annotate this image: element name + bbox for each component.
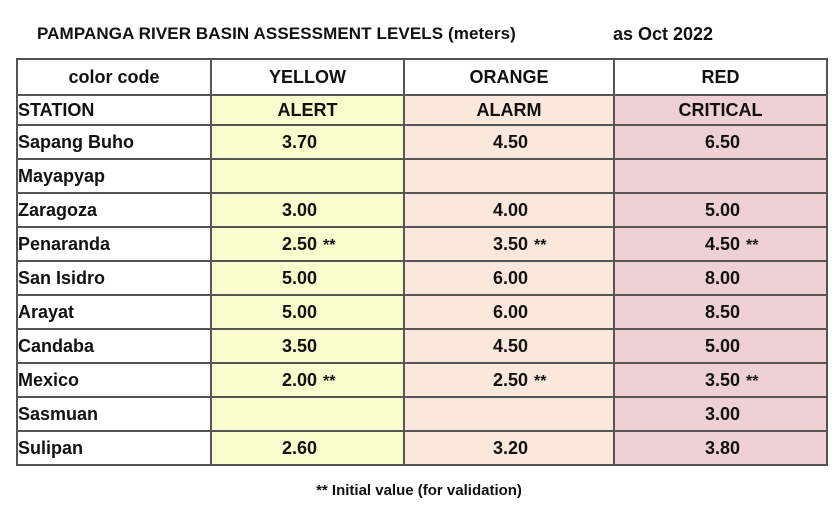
alert-value: 2.00 (282, 369, 318, 390)
station-name: Candaba (17, 329, 211, 363)
critical-level-cell (614, 227, 827, 261)
header-color-yellow: YELLOW (211, 59, 404, 95)
footnote: ** Initial value (for validation) (316, 482, 522, 499)
station-name: Penaranda (17, 227, 211, 261)
alert-value: 3.00 (282, 199, 318, 220)
station-name: Sasmuan (17, 397, 211, 431)
alarm-level-cell (404, 397, 614, 431)
table-row (17, 329, 827, 363)
station-name: Arayat (17, 295, 211, 329)
critical-level-cell (614, 295, 827, 329)
alarm-value: 6.00 (493, 267, 529, 288)
alarm-level-cell (404, 193, 614, 227)
critical-initial-value-marker: ** (746, 236, 759, 254)
critical-level-cell (614, 363, 827, 397)
alert-value: 3.70 (282, 131, 318, 152)
alarm-value: 2.50 (493, 369, 529, 390)
alert-level-cell (211, 159, 404, 193)
level-header-row (17, 95, 827, 125)
alarm-level-cell (404, 363, 614, 397)
alarm-value: 4.50 (493, 131, 529, 152)
table-row (17, 193, 827, 227)
table-row (17, 159, 827, 193)
alarm-value: 3.20 (493, 437, 529, 458)
alarm-value: 4.50 (493, 335, 529, 356)
critical-value: 5.00 (705, 335, 741, 356)
alert-value: 5.00 (282, 301, 318, 322)
alert-value: 2.60 (282, 437, 318, 458)
alert-level-cell (211, 227, 404, 261)
alert-value: 2.50 (282, 233, 318, 254)
alarm-level-cell (404, 227, 614, 261)
alert-initial-value-marker: ** (323, 372, 336, 390)
header-level-alarm: ALARM (404, 95, 614, 125)
critical-level-cell (614, 261, 827, 295)
alarm-level-cell (404, 159, 614, 193)
alert-level-cell (211, 329, 404, 363)
critical-initial-value-marker: ** (746, 372, 759, 390)
alert-level-cell (211, 397, 404, 431)
alert-level-cell (211, 125, 404, 159)
critical-value: 5.00 (705, 199, 741, 220)
alarm-initial-value-marker: ** (534, 236, 547, 254)
header-level-critical: CRITICAL (614, 95, 827, 125)
alert-level-cell (211, 363, 404, 397)
as-of-date: as Oct 2022 (613, 24, 714, 44)
alert-level-cell (211, 261, 404, 295)
station-name: Sapang Buho (17, 125, 211, 159)
alarm-initial-value-marker: ** (534, 372, 547, 390)
table-row (17, 397, 827, 431)
station-name: Mayapyap (17, 159, 211, 193)
color-code-header-row (17, 59, 827, 95)
alert-value: 3.50 (282, 335, 318, 356)
table-row (17, 125, 827, 159)
document-title: PAMPANGA RIVER BASIN ASSESSMENT LEVELS (meters) (37, 24, 516, 43)
station-name: San Isidro (17, 261, 211, 295)
alert-level-cell (211, 295, 404, 329)
critical-level-cell (614, 159, 827, 193)
critical-level-cell (614, 329, 827, 363)
header-color-orange: ORANGE (404, 59, 614, 95)
table-row (17, 227, 827, 261)
station-name: Sulipan (17, 431, 211, 465)
alarm-level-cell (404, 261, 614, 295)
critical-value: 3.50 (705, 369, 741, 390)
alert-value: 5.00 (282, 267, 318, 288)
station-name: Zaragoza (17, 193, 211, 227)
critical-value: 8.00 (705, 267, 741, 288)
alarm-level-cell (404, 125, 614, 159)
critical-value: 8.50 (705, 301, 741, 322)
station-header: STATION (17, 95, 211, 125)
critical-value: 4.50 (705, 233, 741, 254)
table-row (17, 295, 827, 329)
alarm-value: 3.50 (493, 233, 529, 254)
color-code-label: color code (17, 59, 211, 95)
critical-level-cell (614, 125, 827, 159)
alarm-level-cell (404, 329, 614, 363)
critical-value: 3.00 (705, 403, 741, 424)
alarm-value: 4.00 (493, 199, 529, 220)
critical-level-cell (614, 397, 827, 431)
critical-value: 6.50 (705, 131, 741, 152)
table-row (17, 363, 827, 397)
alarm-level-cell (404, 295, 614, 329)
assessment-levels-table (16, 58, 828, 466)
alert-level-cell (211, 193, 404, 227)
station-name: Mexico (17, 363, 211, 397)
alarm-value: 6.00 (493, 301, 529, 322)
alarm-level-cell (404, 431, 614, 465)
header-level-alert: ALERT (211, 95, 404, 125)
critical-level-cell (614, 193, 827, 227)
table-row (17, 431, 827, 465)
critical-level-cell (614, 431, 827, 465)
table-body (17, 59, 827, 465)
header-color-red: RED (614, 59, 827, 95)
alert-level-cell (211, 431, 404, 465)
table-row (17, 261, 827, 295)
critical-value: 3.80 (705, 437, 741, 458)
alert-initial-value-marker: ** (323, 236, 336, 254)
